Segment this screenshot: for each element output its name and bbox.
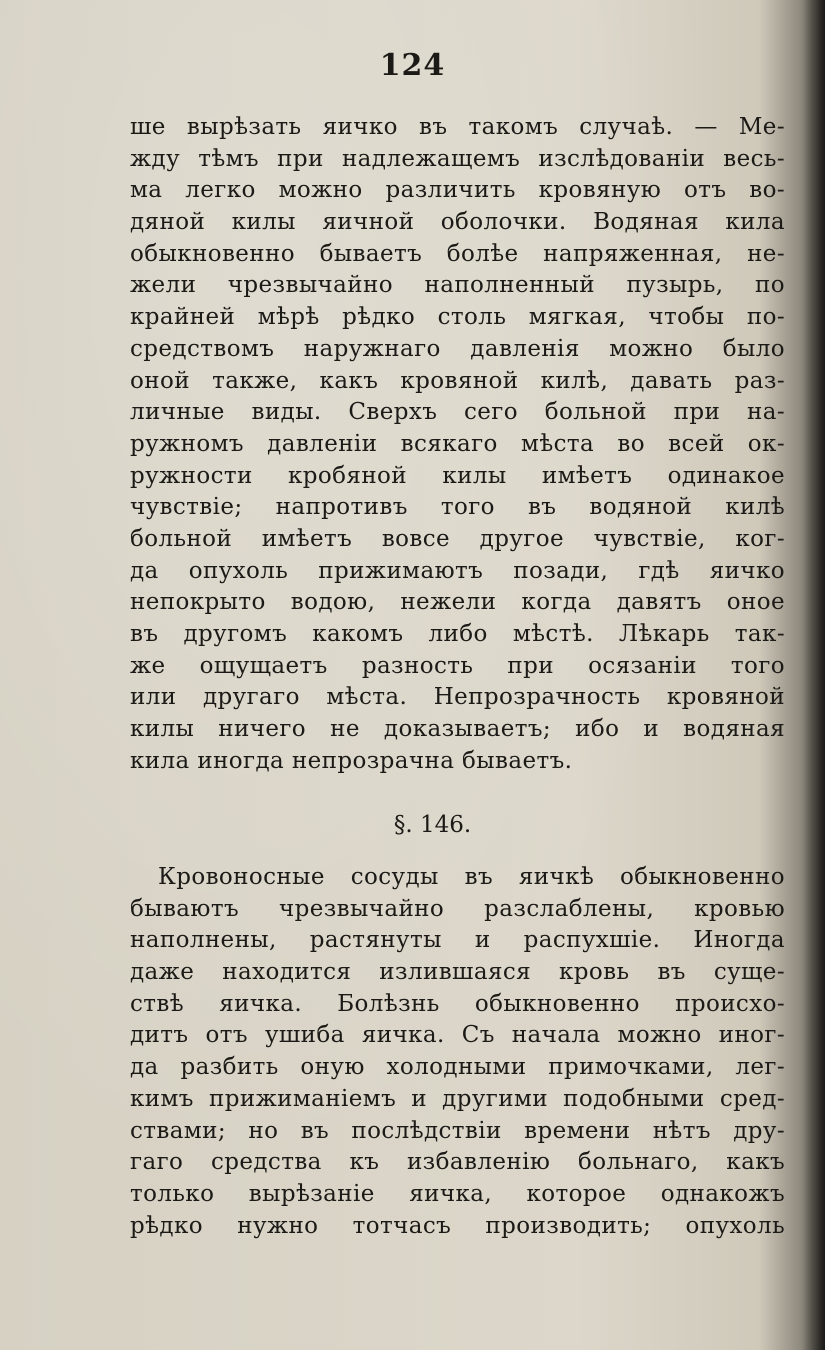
text-line: да разбить оную холодными примочками, лег- [130,1054,785,1081]
text-line: крайней мѣрѣ рѣдко столь мягкая, чтобы по- [130,304,785,331]
text-line: кимъ прижиманіемъ и другими подобными сред- [130,1085,785,1112]
text-line: гаго средства къ избавленію больнаго, какъ [130,1149,785,1176]
text-line: жду тѣмъ при надлежащемъ изслѣдованіи весь- [130,145,785,172]
text-line: только вырѣзаніе яичка, которое однакожъ [130,1180,785,1207]
text-line: да опухоль прижимаютъ позади, гдѣ яичко [130,557,785,584]
text-line: наполнены, растянуты и распухшіе. Иногда [130,927,785,954]
section-heading: §. 146. [393,812,472,838]
text-line: ствами; но въ послѣдствіи времени нѣтъ дру- [130,1117,785,1144]
text-line: ружности кробяной килы имѣетъ одинакое [130,462,785,489]
text-line: чувствіе; напротивъ того въ водяной килѣ [130,494,785,521]
text-line: жели чрезвычайно наполненный пузырь, по [130,272,785,299]
text-line: ружномъ давленіи всякаго мѣста во всей ок- [130,430,785,457]
text-line: въ другомъ какомъ либо мѣстѣ. Лѣкарь так- [130,621,785,647]
text-line: непокрыто водою, нежели когда давятъ оное [130,589,785,616]
text-line: дитъ отъ ушиба яичка. Съ начала можно иног- [130,1022,785,1049]
text-line: личные виды. Сверхъ сего больной при на- [130,399,785,426]
text-line: ше вырѣзать яичко въ такомъ случаѣ. — Ме- [130,114,785,140]
text-line: обыкновенно бываетъ болѣе напряженная, не- [130,240,785,267]
text-line: рѣдко нужно тотчасъ производить; опухоль [130,1212,785,1239]
text-line: же ощущаетъ разность при осязаніи того [130,652,785,679]
text-line: или другаго мѣста. Непрозрачность кровяной [130,684,785,711]
text-line: ма легко можно различить кровяную отъ во- [130,177,785,204]
text-line: килы ничего не доказываетъ; ибо и водяная [130,716,785,743]
text-line: Кровоносные сосуды въ яичкѣ обыкновенно [158,864,785,890]
text-line: больной имѣетъ вовсе другое чувствіе, ког- [130,525,785,552]
text-line: оной также, какъ кровяной килѣ, давать раз- [130,367,785,394]
text-line: ствѣ яичка. Болѣзнь обыкновенно происхо- [130,990,785,1017]
text-line: средствомъ наружнаго давленія можно было [130,335,785,362]
paragraph-2 [130,862,785,1242]
page-number: 124 [379,48,446,83]
paragraph-1 [130,112,785,777]
text-line: дяной килы яичной оболочки. Водяная кила [130,209,785,236]
text-line: бываютъ чрезвычайно разслаблены, кровью [130,895,785,922]
spine-shadow [803,0,825,1350]
text-line: кила иногда непрозрачна бываетъ. [130,747,573,774]
text-line: даже находится излившаяся кровь въ суще- [130,959,785,986]
